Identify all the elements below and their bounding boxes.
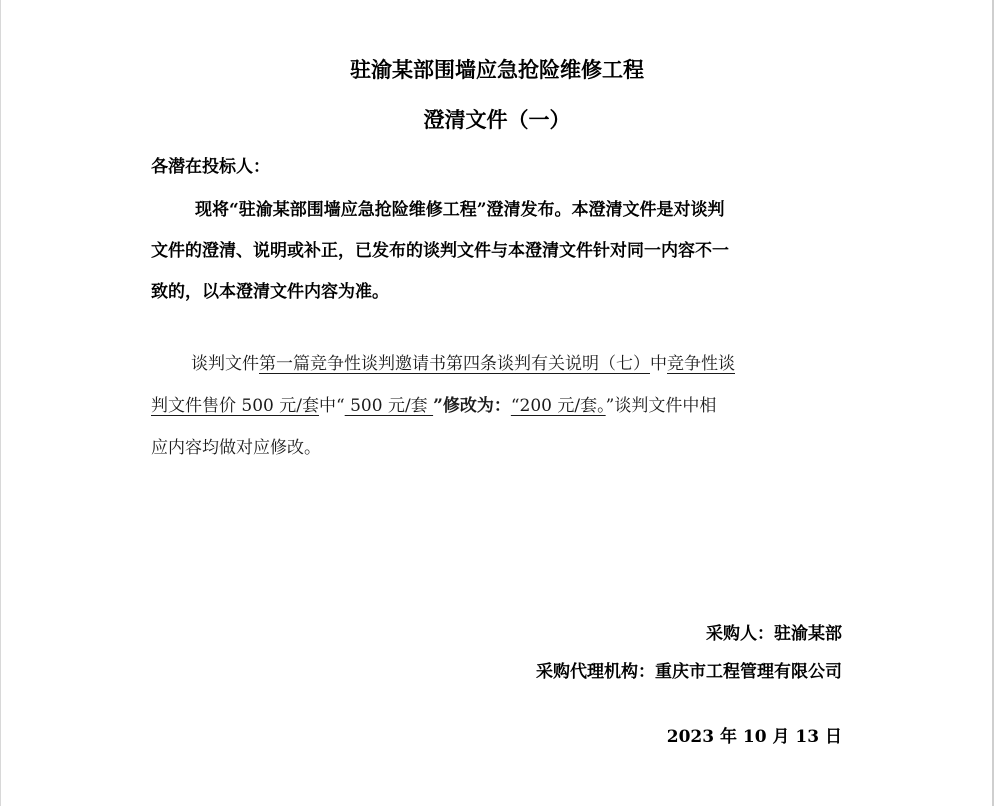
intro-line-1: 现将“驻渝某部围墙应急抢险维修工程”澄清发布。本澄清文件是对谈判 — [195, 200, 725, 220]
document-date: 2023 年 10 月 13 日 — [666, 727, 842, 747]
item-name-part2: 判文件售价 500 元/套 — [151, 396, 319, 416]
clarification-line-3: 应内容均做对应修改。 — [151, 438, 321, 458]
clarification-paragraph — [151, 343, 851, 469]
clarification-line-1 — [151, 343, 851, 385]
purchaser-signature: 采购人：驻渝某部 — [706, 624, 842, 644]
section-reference: 第一篇竞争性谈判邀请书第四条谈判有关说明（七） — [259, 354, 650, 374]
body-suffix: ”谈判文件中相 — [605, 396, 717, 416]
change-label: 修改为： — [442, 396, 511, 416]
close-quote: ” — [433, 396, 443, 416]
new-value: “200 元/套。 — [510, 396, 606, 416]
intro-line-2: 文件的澄清、说明或补正，已发布的谈判文件与本澄清文件针对同一内容不一 — [151, 241, 729, 261]
intro-line-3: 致的，以本澄清文件内容为准。 — [151, 282, 389, 302]
clarification-line-2 — [151, 385, 851, 427]
document-title: 驻渝某部围墙应急抢险维修工程 — [350, 57, 644, 82]
item-name-part1: 竞争性谈 — [667, 354, 735, 374]
body-prefix: 谈判文件 — [191, 354, 259, 374]
body-mid2: 中“ — [318, 396, 345, 416]
body-middle: 中 — [650, 354, 667, 374]
old-value: 500 元/套 — [344, 396, 434, 416]
document-subtitle: 澄清文件（一） — [423, 107, 571, 132]
salutation: 各潜在投标人： — [151, 157, 270, 177]
agency-signature: 采购代理机构：重庆市工程管理有限公司 — [536, 662, 842, 682]
intro-paragraph — [151, 190, 851, 313]
